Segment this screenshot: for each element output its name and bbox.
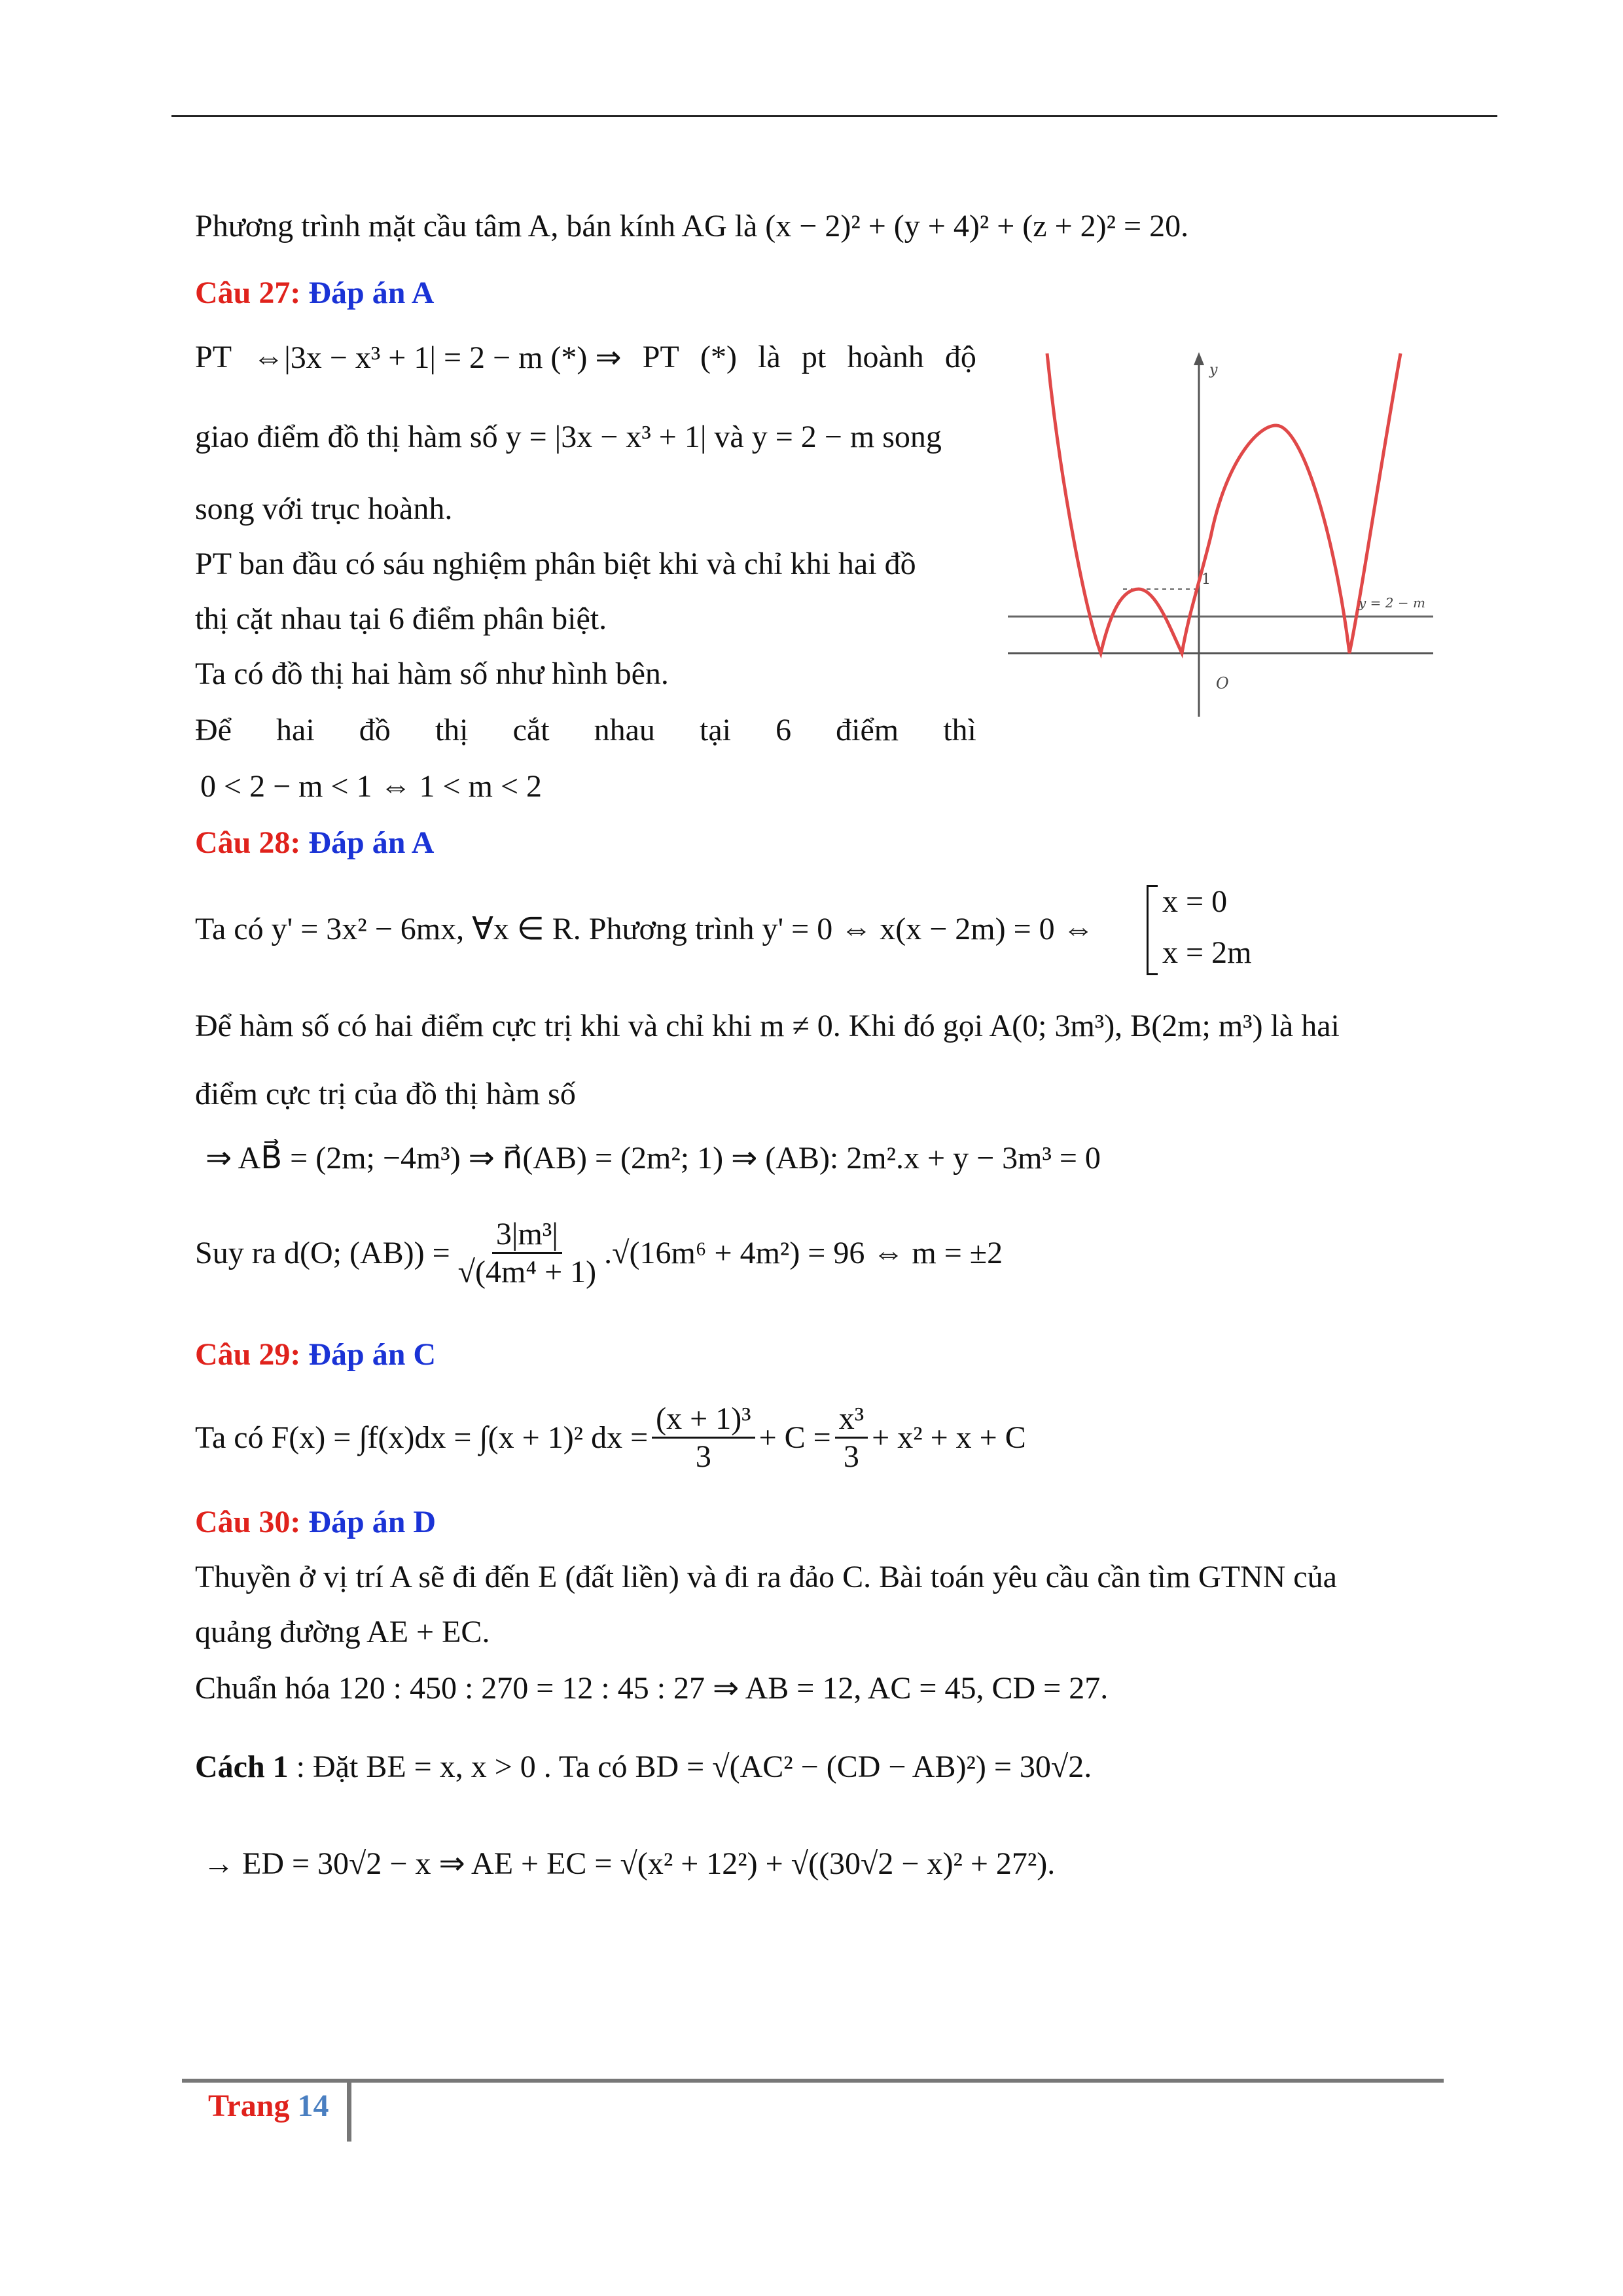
q28-l5-den: √(4m⁴ + 1) (457, 1255, 597, 1290)
q29-frac1 (652, 1401, 755, 1475)
q29-l1-suffix: + x² + x + C (872, 1420, 1026, 1456)
q28-line3: điểm cực trị của đồ thị hàm số (195, 1077, 576, 1111)
q29-label: Câu 29: (195, 1337, 301, 1372)
graph-svg (1008, 340, 1433, 726)
q27-l1-w6: hoành (847, 340, 924, 374)
q27-l1-w0: PT (195, 340, 232, 374)
graph-y-label: y (1209, 362, 1218, 378)
q27-l7-w4: cắt (512, 713, 550, 747)
q27-l7-w1: hai (276, 713, 315, 747)
q27-l7-w8: điểm (836, 713, 899, 747)
graph-one-label: 1 (1202, 571, 1211, 588)
q27-l1-w7: độ (944, 340, 976, 374)
q27-l1-w1: ⇔|3x − x³ + 1| = 2 − m (*) ⇒ (253, 340, 622, 375)
q27-line6: Ta có đồ thị hai hàm số như hình bên. (195, 656, 669, 691)
graph-curve (1047, 353, 1400, 653)
q27-l1-w4: là (758, 340, 781, 374)
q27-l1-w5: pt (801, 340, 827, 374)
footer-bar (347, 2083, 351, 2142)
q28-l5-num: 3|m³| (492, 1216, 562, 1254)
q30-line5: → ED = 30√2 − x ⇒ AE + EC = √(x² + 12²) + √((30√2 − x)² + 27²). (203, 1846, 1056, 1881)
q29-frac2 (835, 1401, 868, 1475)
y-axis-arrow-icon (1194, 352, 1204, 365)
footer-page-number: 14 (297, 2089, 329, 2123)
q29-frac1-num: (x + 1)³ (652, 1401, 755, 1439)
q27-l1-w3: (*) (700, 340, 737, 374)
graph-line-label: y = 2 − m (1359, 595, 1425, 611)
q30-line1: Thuyền ở vị trí A sẽ đi đến E (đất liền) và đi ra đảo C. Bài toán yêu cầu cần tìm GTNN của (195, 1560, 1337, 1594)
q29-frac1-den: 3 (695, 1439, 711, 1475)
page-footer (208, 2088, 329, 2124)
q27-heading (195, 275, 434, 311)
q27-l7-w7: 6 (776, 713, 792, 747)
q28-l5-suffix: .√(16m⁶ + 4m²) = 96 ⇔ m = ±2 (604, 1236, 1003, 1271)
q28-answer: Đáp án A (308, 825, 435, 860)
q28-case1: x = 0 (1162, 884, 1228, 919)
q27-line3: song với trục hoành. (195, 492, 453, 526)
q27-line2: giao điểm đồ thị hàm số y = |3x − x³ + 1| và y = 2 − m song (195, 420, 942, 454)
q27-answer: Đáp án A (308, 276, 435, 310)
top-rule (171, 115, 1497, 117)
q30-heading (195, 1504, 436, 1540)
q30-line2: quảng đường AE + EC. (195, 1615, 490, 1649)
q28-label: Câu 28: (195, 825, 301, 860)
q27-l7-w9: thì (943, 713, 976, 747)
q29-l1-prefix: Ta có F(x) = ∫f(x)dx = ∫(x + 1)² dx = (195, 1420, 649, 1456)
q27-l7-w5: nhau (594, 713, 655, 747)
q30-label: Câu 30: (195, 1505, 301, 1539)
q28-l5-prefix: Suy ra d(O; (AB)) = (195, 1236, 450, 1271)
q27-l7-w2: đồ (359, 713, 391, 747)
q29-frac2-den: 3 (843, 1439, 859, 1475)
q29-mid: + C = (758, 1420, 831, 1456)
q29-heading (195, 1336, 436, 1372)
q27-label: Câu 27: (195, 276, 301, 310)
footer-label: Trang (208, 2089, 290, 2123)
q28-line1: Ta có y' = 3x² − 6mx, ∀x ∈ R. Phương trình y' = 0 ⇔ x(x − 2m) = 0 ⇔ (195, 912, 1094, 946)
q27-l7-w3: thị (435, 713, 469, 747)
q27-l7-w0: Để (195, 713, 232, 747)
q28-line5 (195, 1216, 1003, 1290)
q29-line1 (195, 1401, 1026, 1475)
q30-line4 (195, 1749, 1092, 1785)
q29-frac2-num: x³ (835, 1401, 868, 1439)
q27-line4: PT ban đầu có sáu nghiệm phân biệt khi và chỉ khi hai đồ (195, 547, 916, 581)
q28-case2: x = 2m (1162, 935, 1252, 970)
q29-answer: Đáp án C (308, 1337, 437, 1372)
bottom-rule (182, 2079, 1444, 2083)
intro-line: Phương trình mặt cầu tâm A, bán kính AG là (x − 2)² + (y + 4)² + (z + 2)² = 20. (195, 209, 1189, 243)
q28-case-brace (1147, 885, 1158, 975)
q30-method-label: Cách 1 (195, 1749, 289, 1784)
q27-line7 (195, 712, 976, 748)
q27-line5: thị cặt nhau tại 6 điểm phân biệt. (195, 601, 607, 636)
q27-line1 (195, 339, 976, 376)
q27-l7-w6: tại (700, 713, 731, 747)
q30-answer: Đáp án D (308, 1505, 437, 1539)
q28-l5-fraction (454, 1216, 600, 1290)
q27-l1-w2: PT (642, 340, 679, 374)
q30-line3: Chuẩn hóa 120 : 450 : 270 = 12 : 45 : 27 ⇒ AB = 12, AC = 45, CD = 27. (195, 1671, 1109, 1706)
q28-line2: Để hàm số có hai điểm cực trị khi và chỉ khi m ≠ 0. Khi đó gọi A(0; 3m³), B(2m; m³) là hai (195, 1009, 1340, 1043)
q30-l4-text: : Đặt BE = x, x > 0 . Ta có BD = √(AC² − (CD − AB)²) = 30√2. (296, 1749, 1092, 1784)
q28-line4: ⇒ AB⃗ = (2m; −4m³) ⇒ n⃗(AB) = (2m²; 1) ⇒ (AB): 2m².x + y − 3m³ = 0 (205, 1141, 1101, 1175)
q27-line8: 0 < 2 − m < 1 ⇔ 1 < m < 2 (200, 769, 543, 804)
q28-heading (195, 825, 434, 861)
graph-origin-label: O (1216, 674, 1229, 692)
q27-graph (1008, 340, 1433, 726)
